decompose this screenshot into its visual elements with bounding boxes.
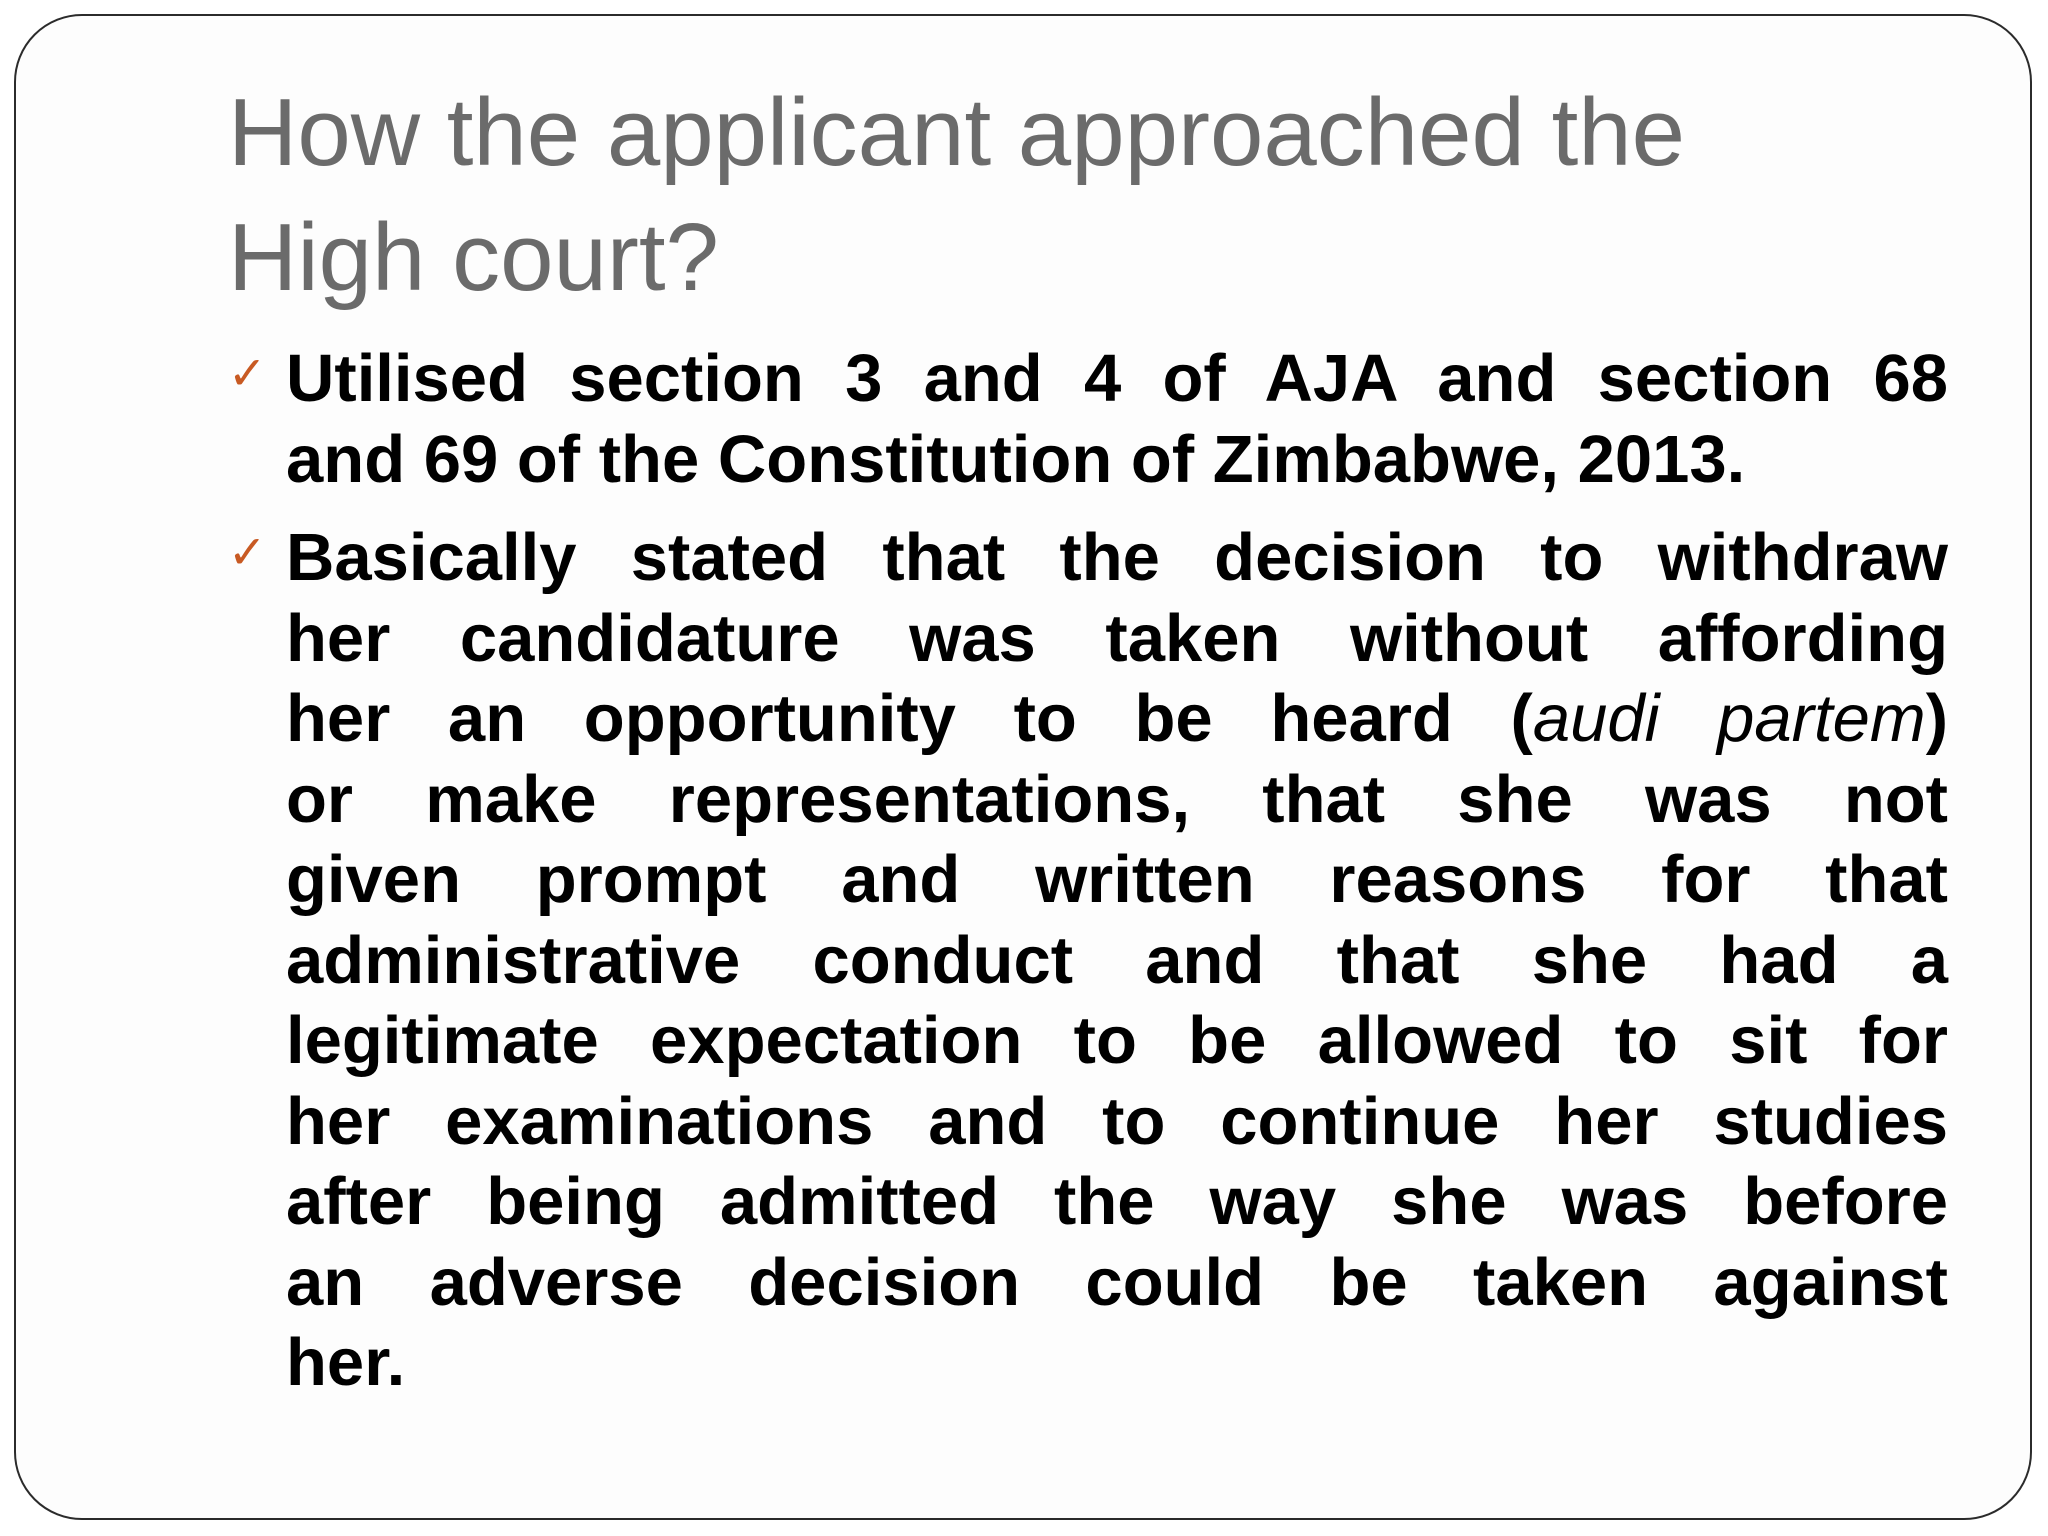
slide-frame <box>14 14 2032 1520</box>
latin-term: audi partem <box>1532 681 1926 756</box>
bullet-list <box>228 339 1948 1422</box>
slide-title-line-1: How the applicant approached the <box>228 79 1686 186</box>
bullet-line: her candidature was taken without affording <box>286 600 1948 676</box>
checkmark-icon: ✓ <box>228 525 267 579</box>
checkmark-icon: ✓ <box>228 346 267 400</box>
bullet-line: after being admitted the way she was before <box>286 1164 1948 1239</box>
bullet-line: and 69 of the Constitution of Zimbabwe, 2013. <box>286 421 1746 497</box>
bullet-line: given prompt and written reasons for that <box>286 842 1948 917</box>
bullet-text <box>286 339 1948 500</box>
bullet-line: her. <box>286 1325 406 1400</box>
bullet-line: her examinations and to continue her studies <box>286 1083 1948 1159</box>
bullet-line-part: her an opportunity to be heard ( <box>286 681 1533 756</box>
bullet-line: Basically stated that the decision to withdraw <box>286 520 1948 595</box>
slide-title <box>228 70 1948 320</box>
bullet-item-grounds <box>228 518 1948 1404</box>
bullet-line: legitimate expectation to be allowed to sit for <box>286 1003 1948 1078</box>
bullet-line: or make representations, that she was not <box>286 761 1948 837</box>
bullet-line-part: ) <box>1925 681 1948 756</box>
bullet-line: administrative conduct and that she had a <box>286 922 1948 998</box>
bullet-item-statutes <box>228 339 1948 500</box>
bullet-line-with-latin-term <box>286 679 1948 760</box>
bullet-line: Utilised section 3 and 4 of AJA and section 68 <box>286 341 1948 416</box>
bullet-line: an adverse decision could be taken against <box>286 1244 1948 1320</box>
slide-title-line-2: High court? <box>228 204 719 311</box>
bullet-text <box>286 518 1948 1404</box>
